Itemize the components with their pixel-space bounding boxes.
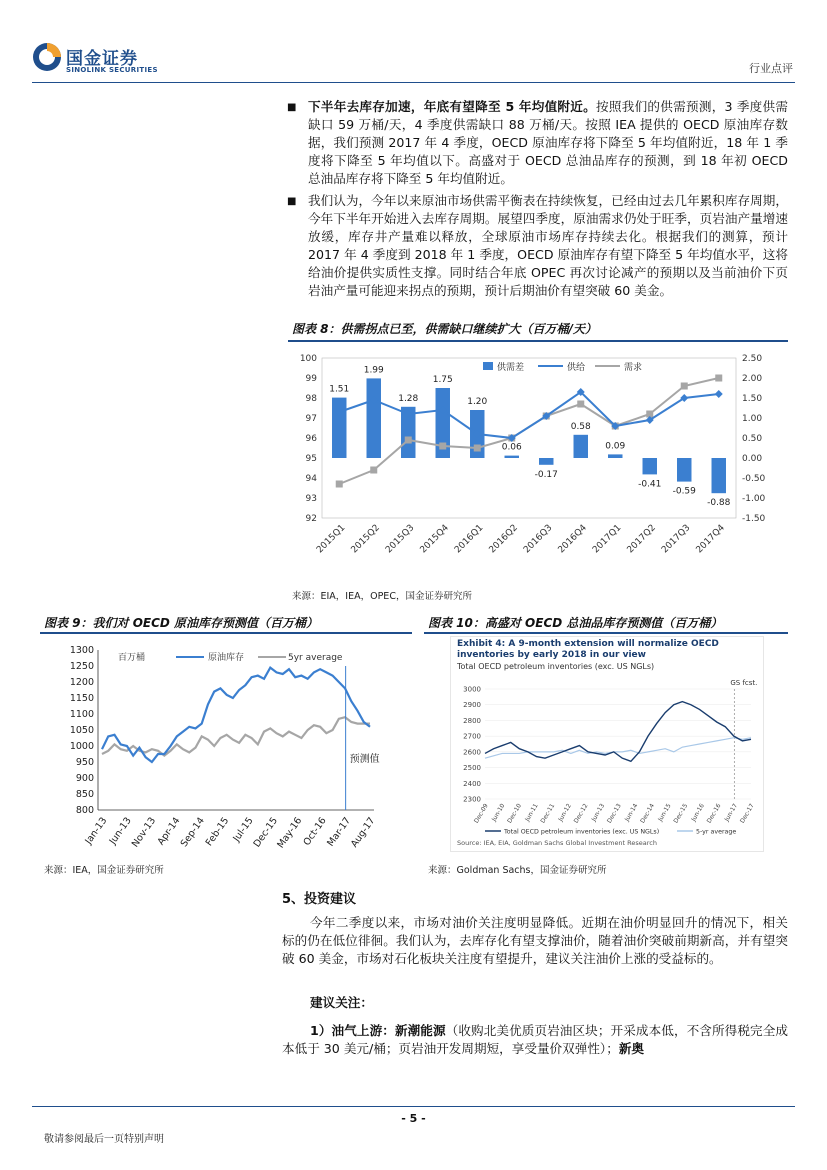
fig10-y-tick: 2800 [463,716,481,725]
focus-item-1-tail: 新奥 [618,1041,645,1056]
fig8-chart [288,344,788,584]
fig8-data-label: 1.28 [398,393,419,404]
fig10-legend-stock: Total OECD petroleum inventories (exc. US NGLs) [504,828,660,836]
fig9-y-tick: 850 [75,789,94,800]
focus-title: 建议关注： [310,995,373,1010]
fig9-y-tick: 1000 [69,741,94,752]
header [32,40,795,82]
fig9-y-tick: 950 [75,757,94,768]
bullet-2-text: 我们认为，今年以来原油市场供需平衡表在持续恢复，已经由过去几年累积库存周期，今年下半年开始进入去库存周期。展望四季度，原油需求仍处于旺季，页岩油产量增速放缓，库存井产量难以释放，全球原油市场库存持续去化。根据我们的测算，预计 2017 年 4 季度到 2018 年 1 季度，OECD 原油库存有望下降至 5 年均值水平，这将给油价提供实质性支撑。同时结合年底 OPEC 再次讨论减产的预期以及当前油价下页岩油产量可能迎来拐点的预期，预计后期油价有望突破 60 美金。 [308,193,788,298]
fig8-data-label: 1.51 [329,384,350,395]
fig8-y-right-tick: -1.50 [742,514,766,524]
fig10-exhibit-source: Source: IEA, EIA, Goldman Sachs Global Investment Research [457,839,657,847]
fig8-y-right-tick: 1.00 [742,414,763,424]
bullet-paragraph-2 [308,192,788,300]
fig8-demand-line [339,378,719,484]
logo-cn: 国金证券 [66,49,138,69]
fig8-x-tick: 2015Q4 [418,523,451,556]
fig8-data-label: 1.99 [363,365,384,376]
report-type: 行业点评 [749,62,793,75]
fig8-bar [539,458,553,465]
fig8-data-label: 0.58 [570,421,591,432]
fig10-x-tick: Jun-12 [557,802,573,823]
focus-item-1-lead: 1）油气上游：新潮能源 [310,1023,446,1038]
bullet-1-text: 按照我们的供需预测，3 季度供需缺口 59 万桶/天，4 季度供需缺口 88 万桶/天。按照 IEA 提供的 OECD 原油库存数据，我们预测 2017 年 4 季度，OECD 原油库存将下降至 5 年均值附近，18 年 1 季度将下降至 5 年均值以下。高盛对于 OECD 总油品库存的预测，到 18 年初 OECD 总油品库存将下降至 5 年均值附近。 [308,99,788,186]
fig9-x-tick: Apr-14 [155,815,183,848]
fig8-y-left-tick: 99 [305,374,317,384]
fig10-x-tick: Dec-10 [506,802,523,825]
fig8-source: 来源：EIA，IEA，OPEC，国金证券研究所 [292,591,472,602]
fig8-title: 图表 8：供需拐点已至，供需缺口继续扩大（百万桶/天） [292,322,597,336]
fig8-data-label: 0.06 [501,442,522,453]
fig8-data-label: -0.41 [638,479,662,490]
fig8-demand-point [336,481,343,488]
fig8-y-right-tick: 0.50 [742,434,763,444]
fig10-chart [451,673,763,837]
fig10-title: 图表 10：高盛对 OECD 总油品库存预测值（百万桶） [428,616,723,630]
fig8-y-left-tick: 93 [305,494,317,504]
fig8-bar [367,378,381,458]
fig10-x-tick: Dec-16 [705,802,723,825]
fig10-legend-avg: 5-yr average [696,828,737,836]
fig8-legend-bar: 供需差 [497,363,525,373]
section5-paragraph [282,914,788,968]
fig9-legend-stock: 原油库存 [208,653,245,663]
fig9-x-tick: Nov-13 [129,815,159,850]
fig10-x-tick: Dec-13 [605,802,623,825]
fig10-source: 来源：Goldman Sachs，国金证券研究所 [428,865,607,876]
fig8-y-left-tick: 95 [305,454,317,464]
fig9-forecast-label: 预测值 [349,754,380,765]
fig9-source: 来源：IEA，国金证券研究所 [44,865,164,876]
fig8-bar [677,458,691,482]
bullet-paragraph-1 [308,98,788,188]
page-number: - 5 - [401,1112,426,1125]
fig9-x-tick: Mar-17 [325,815,354,849]
fig10-x-tick: Jun-15 [656,802,673,823]
fig8-y-right-tick: -1.00 [742,494,766,504]
fig8-y-right-tick: 1.50 [742,394,763,404]
fig8-bar [712,458,726,493]
fig8-x-tick: 2016Q1 [453,523,486,556]
fig9-title: 图表 9：我们对 OECD 原油库存预测值（百万桶） [44,616,319,630]
fig9-x-tick: Feb-15 [203,815,232,849]
fig10-x-tick: Dec-14 [639,802,656,825]
fig9-y-tick: 1100 [69,709,94,720]
fig8-y-right-tick: -0.50 [742,474,766,484]
section5-title: 5、投资建议 [282,892,357,907]
fig8-demand-point [439,443,446,450]
fig8-x-tick: 2017Q4 [694,523,727,556]
bullet-1-lead: 下半年去库存加速，年底有望降至 5 年均值附近。 [308,99,596,114]
fig10-y-tick: 2900 [463,701,481,710]
fig8-y-right-tick: 0.00 [742,454,763,464]
fig8-supply-line [339,392,719,438]
fig8-y-right-tick: 2.50 [742,354,763,364]
fig8-legend-bar-swatch [483,362,493,370]
fig10-forecast-label: GS fcst. [730,679,758,687]
fig8-x-tick: 2016Q2 [487,523,520,556]
bullet-square-icon: ■ [287,196,297,207]
fig9-y-tick: 800 [75,805,94,816]
fig10-y-tick: 2300 [463,795,481,804]
fig9-y-tick: 1200 [69,677,94,688]
fig10-x-tick: Dec-11 [539,802,557,825]
logo-en: SINOLINK SECURITIES [66,66,158,74]
fig9-x-tick: May-16 [275,815,305,851]
fig9-avg-line [102,717,370,755]
fig10-x-tick: Dec-17 [738,802,756,825]
footer-divider [32,1106,795,1107]
fig10-exhibit-subtitle: Total OECD petroleum inventories (exc. US NGLs) [457,662,655,671]
fig8-x-tick: 2016Q3 [522,523,555,556]
fig8-x-tick: 2017Q1 [591,523,624,556]
fig8-y-left-tick: 94 [305,474,317,484]
fig8-data-label: -0.17 [534,469,558,480]
fig8-demand-point [370,467,377,474]
fig9-x-tick: Jun-13 [107,815,134,847]
fig10-title-underline [424,632,788,634]
fig9-stock-line [102,668,370,762]
fig9-x-tick: Aug-17 [348,815,378,850]
fig8-x-tick: 2017Q2 [625,523,658,556]
fig10-x-tick: Jun-14 [623,802,640,823]
fig10-x-tick: Jun-16 [690,802,706,823]
fig9-x-tick: Sep-14 [178,815,207,850]
fig10-exhibit [450,636,764,852]
footer-disclaimer: 敬请参阅最后一页特别声明 [44,1134,164,1145]
fig10-x-tick: Dec-12 [572,802,590,825]
fig8-x-tick: 2015Q1 [315,523,348,556]
fig10-x-tick: Jun-13 [590,802,607,823]
fig8-demand-point [681,383,688,390]
fig8-y-right-tick: 2.00 [742,374,763,384]
fig9-unit-label: 百万桶 [118,653,146,663]
fig8-x-tick: 2015Q3 [384,523,417,556]
fig9-title-underline [40,632,412,634]
fig10-x-tick: Jun-17 [723,802,740,823]
fig8-x-tick: 2016Q4 [556,523,589,556]
fig8-data-label: 0.09 [605,441,626,452]
fig8-data-label: 1.20 [467,397,488,407]
fig9-x-tick: Jul-15 [231,815,256,844]
fig9-y-tick: 1050 [69,725,94,736]
fig8-x-tick: 2017Q3 [660,523,693,556]
fig8-data-label: -0.59 [672,486,696,497]
fig8-demand-point [474,445,481,452]
section5-text: 今年二季度以来，市场对油价关注度明显降低。近期在油价明显回升的情况下，相关标的仍在低位徘徊。我们认为，去库存化有望支撑油价，随着油价突破前期新高，并有望突破 60 美金，市场对石化板块关注度有望提升，建议关注油价上涨的受益标的。 [282,915,788,966]
fig9-legend-avg: 5yr average [288,653,343,663]
fig8-y-left-tick: 98 [305,394,317,404]
fig10-y-tick: 2700 [463,732,481,741]
fig8-y-left-tick: 96 [305,434,317,444]
fig8-bar [505,456,519,458]
focus-item-1 [282,1022,788,1058]
fig8-y-left-tick: 100 [299,354,317,364]
fig9-y-tick: 1300 [69,645,94,656]
fig8-bar [608,454,622,458]
fig10-y-tick: 2600 [463,748,481,757]
fig10-x-tick: Jun-10 [490,802,507,823]
header-divider [32,82,795,83]
fig9-chart [40,636,412,858]
fig8-x-tick: 2015Q2 [349,523,382,556]
fig8-legend-demand: 需求 [624,363,643,373]
fig8-y-left-tick: 92 [305,514,317,524]
bullet-square-icon: ■ [287,102,297,113]
fig10-x-tick: Dec-09 [472,802,490,825]
fig8-data-label: 1.75 [432,375,453,385]
fig10-exhibit-title: Exhibit 4: A 9-month extension will normalize OECD inventories by early 2018 in our view [457,639,719,660]
fig9-y-tick: 1150 [69,693,94,704]
fig9-x-tick: Jan-13 [83,815,110,847]
fig9-y-tick: 900 [75,773,94,784]
fig8-bar [574,435,588,458]
fig8-title-underline [288,340,788,342]
company-logo-icon [32,42,62,72]
fig8-demand-point [405,437,412,444]
fig8-bar [643,458,657,474]
fig10-y-tick: 2400 [463,779,481,788]
fig9-y-tick: 1250 [69,661,94,672]
fig8-demand-point [715,375,722,382]
fig8-demand-point [577,401,584,408]
fig8-data-label: -0.88 [707,498,731,509]
fig9-x-tick: Oct-16 [301,815,329,848]
fig9-x-tick: Dec-15 [251,815,281,850]
focus-item-1-text: （收购北美优质页岩油区块；开采成本低，不含所得税完全成本低于 30 美元/桶；页岩油开发周期短，享受量价双弹性）； [282,1023,788,1056]
fig8-y-left-tick: 97 [305,414,317,424]
fig10-y-tick: 3000 [463,685,481,694]
fig10-y-tick: 2500 [463,764,481,773]
fig10-x-tick: Jun-11 [523,802,540,823]
fig10-x-tick: Dec-15 [672,802,690,825]
fig8-supply-point [715,390,723,398]
fig8-legend-supply: 供给 [567,363,586,373]
fig8-bar [332,398,346,458]
